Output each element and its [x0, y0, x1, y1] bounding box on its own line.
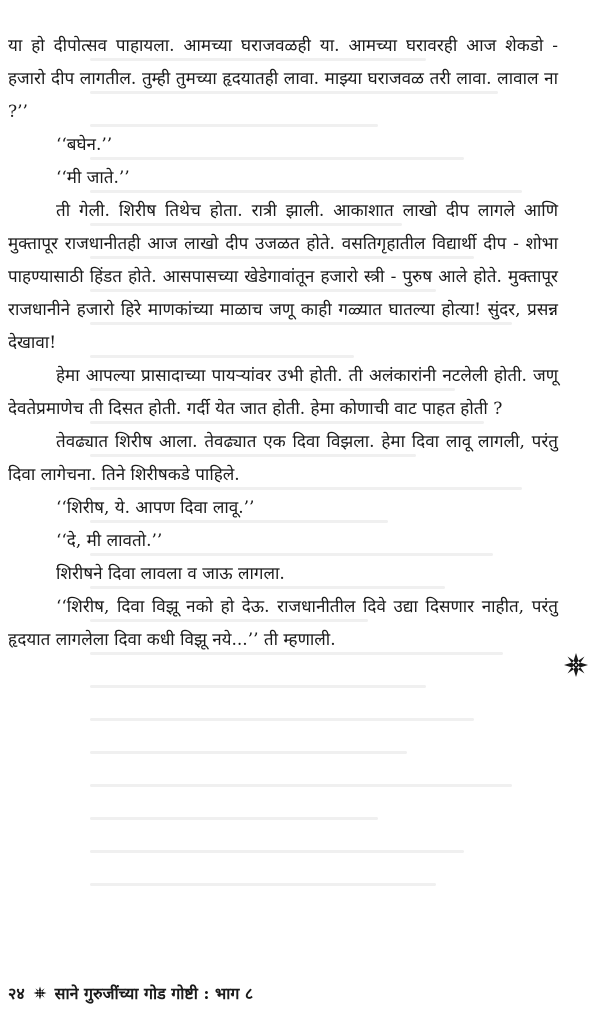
dialogue-line: ‘‘दे, मी लावतो.’’ — [56, 531, 163, 551]
paragraph: या हो दीपोत्सव पाहायला. आमच्या घराजवळही या. आमच्या घरावरही आज शेकडो - हजारो दीप लागतील. तुम्ही तुमच्या हृदयातही लावा. माझ्या घराजवळ तरी लावा. लावाल ना ?’’ — [8, 36, 558, 122]
page-number: २४ — [8, 984, 25, 1003]
flower-ornament-icon — [33, 986, 47, 1000]
dialogue-line: ‘‘शिरीष, ये. आपण दिवा लावू.’’ — [56, 498, 255, 518]
paragraph: हेमा आपल्या प्रासादाच्या पायऱ्यांवर उभी होती. ती अलंकारांनी नटलेली होती. जणू देवतेप्रमाणेच ती दिसत होती. गर्दी येत जात होती. हेमा कोणाची वाट पाहत होती ? — [8, 366, 558, 419]
paragraph: ती गेली. शिरीष तिथेच होता. रात्री झाली. आकाशात लाखो दीप लागले आणि मुक्तापूर राजधानीतही आज लाखो दीप उजळत होते. वसतिगृहातील विद्यार्थी दीप - शोभा पाहण्यासाठी हिंडत होते. आसपासच्या खेडेगावांतून हजारो स्त्री - पुरुष आले होते. मुक्तापूर राजधानीने हजारो हिरे माणकांच्या माळाच जणू काही गळ्यात घातल्या होत्या! सुंदर, प्रसन्न देखावा! — [8, 201, 558, 353]
dialogue-line: ‘‘बघेन.’’ — [56, 135, 113, 155]
story-body — [8, 30, 558, 657]
paragraph: तेवढ्यात शिरीष आला. तेवढ्यात एक दिवा विझला. हेमा दिवा लावू लागली, परंतु दिवा लागेचना. तिने शिरीषकडे पाहिले. — [8, 432, 558, 485]
page-footer — [8, 982, 253, 1004]
flower-ornament-icon — [563, 652, 589, 678]
dialogue-line: ‘‘मी जाते.’’ — [56, 168, 130, 188]
book-title: साने गुरुजींच्या गोड गोष्टी : भाग ८ — [54, 984, 254, 1003]
dialogue-line: ‘‘शिरीष, दिवा विझू नको हो देऊ. राजधानीतील दिवे उद्या दिसणार नाहीत, परंतु हृदयात लागलेला दिवा कधी विझू नये...’’ ती म्हणाली. — [8, 597, 558, 650]
paragraph: शिरीषने दिवा लावला व जाऊ लागला. — [56, 564, 285, 584]
